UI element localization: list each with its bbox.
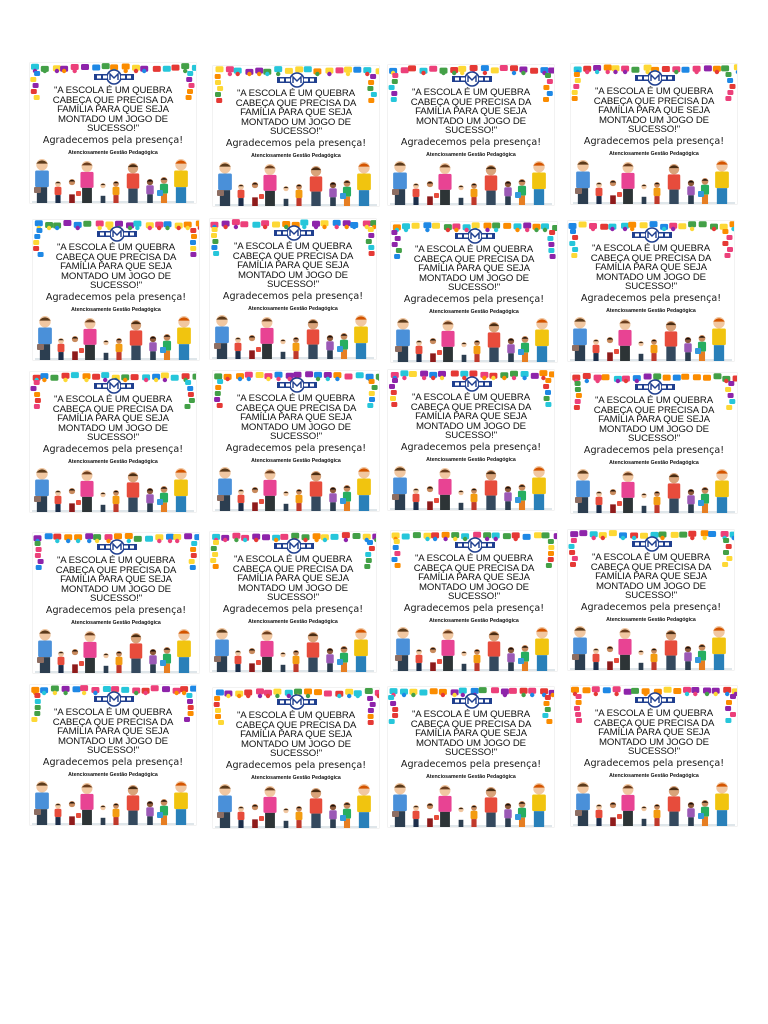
invitation-card (571, 686, 737, 826)
card-quote: "A ESCOLA É UM QUEBRA CABEÇA QUE PRECISA DA FAMÍLIA PARA QUE SEJA MONTADO UM JOGO DE SUCESSO!" (235, 393, 357, 443)
card-quote: "A ESCOLA É UM QUEBRA CABEÇA QUE PRECISA DA FAMÍLIA PARA QUE SEJA MONTADO UM JOGO DE SUCESSO!" (413, 244, 535, 294)
school-logo-icon (452, 693, 492, 709)
invitation-card (30, 63, 196, 203)
card-thanks: Agradecemos pela presença! (225, 760, 367, 771)
card-signature: Atenciosamente Gestão Pedagógica (426, 152, 516, 158)
card-thanks: Agradecemos pela presença! (45, 605, 187, 616)
family-illustration-icon (32, 155, 194, 203)
card-quote: "A ESCOLA É UM QUEBRA CABEÇA QUE PRECISA DA FAMÍLIA PARA QUE SEJA MONTADO UM JOGO DE SUCESSO!" (235, 88, 357, 138)
card-quote: "A ESCOLA É UM QUEBRA CABEÇA QUE PRECISA DA FAMÍLIA PARA QUE SEJA MONTADO UM JOGO DE SUCESSO!" (410, 709, 532, 759)
card-quote: "A ESCOLA É UM QUEBRA CABEÇA QUE PRECISA DA FAMÍLIA PARA QUE SEJA MONTADO UM JOGO DE SUCESSO!" (593, 395, 715, 445)
family-illustration-icon (570, 622, 732, 670)
school-logo-icon (635, 70, 675, 86)
school-logo-icon (635, 692, 675, 708)
card-quote: "A ESCOLA É UM QUEBRA CABEÇA QUE PRECISA DA FAMÍLIA PARA QUE SEJA MONTADO UM JOGO DE SUCESSO!" (593, 86, 715, 136)
school-logo-icon (97, 539, 137, 555)
family-illustration-icon (215, 158, 377, 206)
school-logo-icon (274, 225, 314, 241)
family-illustration-icon (35, 625, 197, 673)
card-signature: Atenciosamente Gestão Pedagógica (609, 773, 699, 779)
school-logo-icon (452, 376, 492, 392)
school-logo-icon (97, 226, 137, 242)
invitation-card (568, 221, 734, 361)
card-signature: Atenciosamente Gestão Pedagógica (71, 620, 161, 626)
card-quote: "A ESCOLA É UM QUEBRA CABEÇA QUE PRECISA DA FAMÍLIA PARA QUE SEJA MONTADO UM JOGO DE SUCESSO!" (52, 394, 174, 444)
card-signature: Atenciosamente Gestão Pedagógica (68, 772, 158, 778)
family-illustration-icon (390, 462, 552, 510)
card-quote: "A ESCOLA É UM QUEBRA CABEÇA QUE PRECISA DA FAMÍLIA PARA QUE SEJA MONTADO UM JOGO DE SUCESSO!" (593, 708, 715, 758)
invitation-card (571, 373, 737, 513)
family-illustration-icon (393, 314, 555, 362)
card-thanks: Agradecemos pela presença! (583, 445, 725, 456)
card-quote: "A ESCOLA É UM QUEBRA CABEÇA QUE PRECISA DA FAMÍLIA PARA QUE SEJA MONTADO UM JOGO DE SUCESSO!" (232, 554, 354, 604)
invitation-card (33, 533, 199, 673)
card-thanks: Agradecemos pela presença! (42, 444, 184, 455)
family-illustration-icon (32, 777, 194, 825)
invitation-card (210, 532, 376, 672)
family-illustration-icon (212, 624, 374, 672)
card-thanks: Agradecemos pela presença! (580, 293, 722, 304)
card-signature: Atenciosamente Gestão Pedagógica (606, 617, 696, 623)
family-illustration-icon (390, 779, 552, 827)
school-logo-icon (94, 691, 134, 707)
invitation-card (30, 372, 196, 512)
card-quote: "A ESCOLA É UM QUEBRA CABEÇA QUE PRECISA DA FAMÍLIA PARA QUE SEJA MONTADO UM JOGO DE SUCESSO!" (410, 392, 532, 442)
card-thanks: Agradecemos pela presença! (42, 757, 184, 768)
school-logo-icon (632, 536, 672, 552)
card-thanks: Agradecemos pela presença! (403, 294, 545, 305)
card-signature: Atenciosamente Gestão Pedagógica (606, 308, 696, 314)
school-logo-icon (277, 377, 317, 393)
card-thanks: Agradecemos pela presença! (583, 758, 725, 769)
card-thanks: Agradecemos pela presença! (403, 603, 545, 614)
card-thanks: Agradecemos pela presença! (580, 602, 722, 613)
card-quote: "A ESCOLA É UM QUEBRA CABEÇA QUE PRECISA DA FAMÍLIA PARA QUE SEJA MONTADO UM JOGO DE SUCESSO!" (55, 555, 177, 605)
school-logo-icon (635, 379, 675, 395)
card-signature: Atenciosamente Gestão Pedagógica (429, 309, 519, 315)
card-thanks: Agradecemos pela presença! (222, 604, 364, 615)
invitation-card (388, 65, 554, 205)
invitation-card (388, 687, 554, 827)
family-illustration-icon (215, 463, 377, 511)
card-signature: Atenciosamente Gestão Pedagógica (68, 150, 158, 156)
card-thanks: Agradecemos pela presença! (45, 292, 187, 303)
family-illustration-icon (215, 780, 377, 828)
card-quote: "A ESCOLA É UM QUEBRA CABEÇA QUE PRECISA DA FAMÍLIA PARA QUE SEJA MONTADO UM JOGO DE SUCESSO!" (232, 241, 354, 291)
card-quote: "A ESCOLA É UM QUEBRA CABEÇA QUE PRECISA DA FAMÍLIA PARA QUE SEJA MONTADO UM JOGO DE SUCESSO!" (55, 242, 177, 292)
card-signature: Atenciosamente Gestão Pedagógica (251, 458, 341, 464)
school-logo-icon (632, 227, 672, 243)
card-thanks: Agradecemos pela presença! (225, 138, 367, 149)
invitation-card (391, 222, 557, 362)
school-logo-icon (94, 378, 134, 394)
card-quote: "A ESCOLA É UM QUEBRA CABEÇA QUE PRECISA DA FAMÍLIA PARA QUE SEJA MONTADO UM JOGO DE SUCESSO!" (235, 710, 357, 760)
card-signature: Atenciosamente Gestão Pedagógica (68, 459, 158, 465)
invitation-card (213, 688, 379, 828)
school-logo-icon (452, 71, 492, 87)
card-quote: "A ESCOLA É UM QUEBRA CABEÇA QUE PRECISA DA FAMÍLIA PARA QUE SEJA MONTADO UM JOGO DE SUCESSO!" (52, 707, 174, 757)
invitation-card (213, 66, 379, 206)
family-illustration-icon (390, 157, 552, 205)
card-signature: Atenciosamente Gestão Pedagógica (426, 774, 516, 780)
card-signature: Atenciosamente Gestão Pedagógica (429, 618, 519, 624)
family-illustration-icon (32, 464, 194, 512)
invitation-card (210, 219, 376, 359)
card-quote: "A ESCOLA É UM QUEBRA CABEÇA QUE PRECISA DA FAMÍLIA PARA QUE SEJA MONTADO UM JOGO DE SUCESSO!" (52, 85, 174, 135)
card-signature: Atenciosamente Gestão Pedagógica (609, 460, 699, 466)
card-quote: "A ESCOLA É UM QUEBRA CABEÇA QUE PRECISA DA FAMÍLIA PARA QUE SEJA MONTADO UM JOGO DE SUCESSO!" (410, 87, 532, 137)
family-illustration-icon (393, 623, 555, 671)
school-logo-icon (455, 228, 495, 244)
family-illustration-icon (573, 465, 735, 513)
card-signature: Atenciosamente Gestão Pedagógica (71, 307, 161, 313)
invitation-card (33, 220, 199, 360)
school-logo-icon (455, 537, 495, 553)
card-signature: Atenciosamente Gestão Pedagógica (248, 306, 338, 312)
card-signature: Atenciosamente Gestão Pedagógica (248, 619, 338, 625)
invitation-card (391, 531, 557, 671)
invitation-card (30, 685, 196, 825)
card-thanks: Agradecemos pela presença! (42, 135, 184, 146)
family-illustration-icon (573, 156, 735, 204)
family-illustration-icon (573, 778, 735, 826)
card-signature: Atenciosamente Gestão Pedagógica (251, 153, 341, 159)
card-signature: Atenciosamente Gestão Pedagógica (609, 151, 699, 157)
card-signature: Atenciosamente Gestão Pedagógica (251, 775, 341, 781)
card-thanks: Agradecemos pela presença! (400, 137, 542, 148)
family-illustration-icon (35, 312, 197, 360)
family-illustration-icon (212, 311, 374, 359)
card-signature: Atenciosamente Gestão Pedagógica (426, 457, 516, 463)
card-thanks: Agradecemos pela presença! (222, 291, 364, 302)
card-quote: "A ESCOLA É UM QUEBRA CABEÇA QUE PRECISA DA FAMÍLIA PARA QUE SEJA MONTADO UM JOGO DE SUCESSO!" (413, 553, 535, 603)
school-logo-icon (274, 538, 314, 554)
card-thanks: Agradecemos pela presença! (583, 136, 725, 147)
invitation-card (388, 370, 554, 510)
school-logo-icon (94, 69, 134, 85)
invitation-card (213, 371, 379, 511)
school-logo-icon (277, 72, 317, 88)
invitation-card (568, 530, 734, 670)
card-quote: "A ESCOLA É UM QUEBRA CABEÇA QUE PRECISA DA FAMÍLIA PARA QUE SEJA MONTADO UM JOGO DE SUCESSO!" (590, 243, 712, 293)
school-logo-icon (277, 694, 317, 710)
card-thanks: Agradecemos pela presença! (400, 442, 542, 453)
card-thanks: Agradecemos pela presença! (400, 759, 542, 770)
card-thanks: Agradecemos pela presença! (225, 443, 367, 454)
family-illustration-icon (570, 313, 732, 361)
card-quote: "A ESCOLA É UM QUEBRA CABEÇA QUE PRECISA DA FAMÍLIA PARA QUE SEJA MONTADO UM JOGO DE SUCESSO!" (590, 552, 712, 602)
invitation-card (571, 64, 737, 204)
